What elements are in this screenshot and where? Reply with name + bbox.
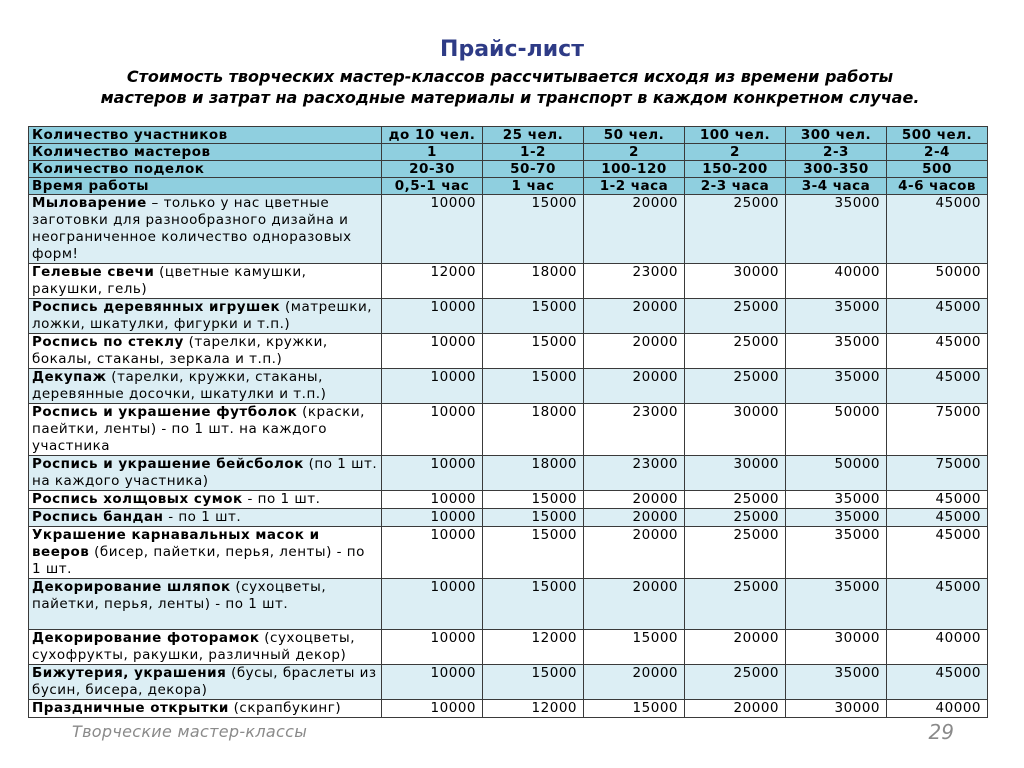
- workshop-name: Декорирование фоторамок: [32, 630, 260, 646]
- price-cell: 15000: [584, 700, 685, 718]
- workshop-cell: [29, 579, 382, 630]
- header-value: 1-2: [483, 144, 584, 161]
- header-value: 500 чел.: [887, 127, 988, 144]
- price-cell: 20000: [584, 665, 685, 700]
- price-cell: 45000: [887, 579, 988, 630]
- workshop-cell: [29, 700, 382, 718]
- price-cell: 20000: [584, 195, 685, 264]
- price-cell: 10000: [382, 404, 483, 456]
- header-value: 2: [584, 144, 685, 161]
- price-cell: 20000: [685, 630, 786, 665]
- price-cell: 45000: [887, 509, 988, 527]
- price-cell: 75000: [887, 456, 988, 491]
- workshop-description: - по 1 шт.: [163, 509, 242, 525]
- header-value: 1-2 часа: [584, 178, 685, 195]
- workshop-name: Роспись холщовых сумок: [32, 491, 243, 507]
- price-cell: 35000: [786, 527, 887, 579]
- price-cell: 15000: [483, 579, 584, 630]
- price-cell: 15000: [483, 334, 584, 369]
- workshop-description: (скрапбукинг): [228, 700, 342, 716]
- price-cell: 45000: [887, 527, 988, 579]
- price-cell: 30000: [685, 264, 786, 299]
- price-cell: 10000: [382, 334, 483, 369]
- price-cell: 75000: [887, 404, 988, 456]
- price-cell: 20000: [584, 369, 685, 404]
- workshop-name: Декорирование шляпок: [32, 579, 231, 595]
- header-value: 25 чел.: [483, 127, 584, 144]
- workshop-description: (по 1 шт. на каждого участника): [32, 456, 378, 489]
- header-value: 50 чел.: [584, 127, 685, 144]
- header-value: 20-30: [382, 161, 483, 178]
- workshop-description: (бусы, браслеты из бусин, бисера, декора): [32, 665, 377, 698]
- workshop-description: (матрешки, ложки, шкатулки, фигурки и т.п.): [32, 299, 373, 332]
- workshop-cell: [29, 509, 382, 527]
- price-cell: 10000: [382, 700, 483, 718]
- price-cell: 15000: [483, 527, 584, 579]
- workshop-description: (сухоцветы, сухофрукты, ракушки, различный декор): [32, 630, 355, 663]
- price-cell: 23000: [584, 456, 685, 491]
- header-value: 2-3 часа: [685, 178, 786, 195]
- workshop-name: Бижутерия, украшения: [32, 665, 227, 681]
- header-value: 1 час: [483, 178, 584, 195]
- price-cell: 20000: [584, 509, 685, 527]
- table-row: [29, 630, 988, 665]
- workshop-cell: [29, 404, 382, 456]
- price-cell: 35000: [786, 369, 887, 404]
- header-value: 500: [887, 161, 988, 178]
- price-cell: 15000: [483, 509, 584, 527]
- price-cell: 10000: [382, 630, 483, 665]
- header-value: 2-4: [887, 144, 988, 161]
- price-cell: 25000: [685, 579, 786, 630]
- price-cell: 45000: [887, 369, 988, 404]
- price-cell: 15000: [483, 195, 584, 264]
- workshop-description: - по 1 шт.: [242, 491, 321, 507]
- price-cell: 15000: [483, 299, 584, 334]
- price-cell: 35000: [786, 334, 887, 369]
- price-cell: 20000: [685, 700, 786, 718]
- price-cell: 35000: [786, 509, 887, 527]
- workshop-name: Роспись и украшение футболок: [32, 404, 298, 420]
- workshop-description: (тарелки, кружки, стаканы, деревянные досочки, шкатулки и т.п.): [32, 369, 327, 402]
- table-row: [29, 665, 988, 700]
- price-cell: 10000: [382, 527, 483, 579]
- workshop-description: – только у нас цветные заготовки для разнообразного дизайна и неограниченное количество одноразовых форм!: [32, 195, 352, 262]
- price-cell: 25000: [685, 527, 786, 579]
- price-cell: 50000: [786, 456, 887, 491]
- price-cell: 12000: [382, 264, 483, 299]
- price-cell: 40000: [887, 630, 988, 665]
- price-cell: 20000: [584, 299, 685, 334]
- price-cell: 25000: [685, 299, 786, 334]
- header-value: 4-6 часов: [887, 178, 988, 195]
- header-value: 50-70: [483, 161, 584, 178]
- subtitle-line-2: мастеров и затрат на расходные материалы и транспорт в каждом конкретном случае.: [100, 88, 920, 107]
- header-value: до 10 чел.: [382, 127, 483, 144]
- table-row: [29, 369, 988, 404]
- header-value: 300 чел.: [786, 127, 887, 144]
- price-cell: 35000: [786, 665, 887, 700]
- price-cell: 18000: [483, 404, 584, 456]
- table-row: [29, 195, 988, 264]
- price-cell: 23000: [584, 264, 685, 299]
- price-cell: 15000: [483, 369, 584, 404]
- price-cell: 45000: [887, 334, 988, 369]
- price-cell: 45000: [887, 491, 988, 509]
- price-cell: 20000: [584, 527, 685, 579]
- price-cell: 35000: [786, 195, 887, 264]
- workshop-description: (тарелки, кружки, бокалы, стаканы, зеркала и т.п.): [32, 334, 328, 367]
- price-table: [28, 126, 988, 718]
- table-row: [29, 456, 988, 491]
- price-cell: 40000: [786, 264, 887, 299]
- header-label: Количество участников: [29, 127, 382, 144]
- price-cell: 23000: [584, 404, 685, 456]
- price-cell: 25000: [685, 195, 786, 264]
- workshop-name: Роспись по стеклу: [32, 334, 184, 350]
- table-row: [29, 579, 988, 630]
- workshop-description: (бисер, пайетки, перья, ленты) - по 1 шт.: [32, 544, 365, 577]
- price-cell: 15000: [483, 665, 584, 700]
- price-cell: 12000: [483, 700, 584, 718]
- table-row: [29, 404, 988, 456]
- table-row: [29, 509, 988, 527]
- price-cell: 50000: [887, 264, 988, 299]
- header-value: 300-350: [786, 161, 887, 178]
- price-cell: 10000: [382, 491, 483, 509]
- price-cell: 40000: [887, 700, 988, 718]
- price-cell: 18000: [483, 264, 584, 299]
- header-value: 2: [685, 144, 786, 161]
- workshop-name: Декупаж: [32, 369, 107, 385]
- table-row: [29, 264, 988, 299]
- price-cell: 35000: [786, 579, 887, 630]
- workshop-cell: [29, 630, 382, 665]
- price-cell: 10000: [382, 299, 483, 334]
- workshop-cell: [29, 491, 382, 509]
- price-cell: 25000: [685, 334, 786, 369]
- price-cell: 20000: [584, 491, 685, 509]
- workshop-description: (краски, паейтки, ленты) - по 1 шт. на каждого участника: [32, 404, 365, 454]
- price-cell: 30000: [685, 456, 786, 491]
- workshop-cell: [29, 195, 382, 264]
- workshop-cell: [29, 527, 382, 579]
- price-cell: 15000: [584, 630, 685, 665]
- page-number: 29: [928, 720, 954, 744]
- header-value: 0,5-1 час: [382, 178, 483, 195]
- header-value: 1: [382, 144, 483, 161]
- price-cell: 18000: [483, 456, 584, 491]
- price-cell: 25000: [685, 369, 786, 404]
- subtitle: [60, 66, 960, 108]
- price-cell: 45000: [887, 665, 988, 700]
- workshop-name: Мыловарение: [32, 195, 147, 211]
- workshop-description: (сухоцветы, пайетки, перья, ленты) - по 1 шт.: [32, 579, 327, 612]
- price-cell: 15000: [483, 491, 584, 509]
- table-row: [29, 299, 988, 334]
- price-cell: 25000: [685, 509, 786, 527]
- price-cell: 45000: [887, 195, 988, 264]
- table-row: [29, 527, 988, 579]
- price-cell: 25000: [685, 665, 786, 700]
- price-cell: 10000: [382, 195, 483, 264]
- table-row: [29, 334, 988, 369]
- workshop-cell: [29, 369, 382, 404]
- page-title: Прайс-лист: [440, 37, 584, 62]
- workshop-cell: [29, 264, 382, 299]
- price-cell: 10000: [382, 369, 483, 404]
- header-value: 100 чел.: [685, 127, 786, 144]
- workshop-cell: [29, 665, 382, 700]
- workshop-name: Роспись и украшение бейсболок: [32, 456, 304, 472]
- workshop-name: Украшение карнавальных масок и вееров: [32, 527, 320, 560]
- workshop-description: (цветные камушки, ракушки, гель): [32, 264, 307, 297]
- price-cell: 25000: [685, 491, 786, 509]
- price-cell: 35000: [786, 299, 887, 334]
- header-label: Количество мастеров: [29, 144, 382, 161]
- subtitle-line-1: Стоимость творческих мастер-классов рассчитывается исходя из времени работы: [126, 67, 894, 86]
- header-value: 100-120: [584, 161, 685, 178]
- header-row: [29, 161, 988, 178]
- price-cell: 10000: [382, 579, 483, 630]
- price-cell: 10000: [382, 665, 483, 700]
- price-cell: 30000: [685, 404, 786, 456]
- header-value: 2-3: [786, 144, 887, 161]
- workshop-name: Роспись деревянных игрушек: [32, 299, 281, 315]
- header-row: [29, 178, 988, 195]
- header-label: Количество поделок: [29, 161, 382, 178]
- header-label: Время работы: [29, 178, 382, 195]
- workshop-name: Гелевые свечи: [32, 264, 155, 280]
- header-row: [29, 127, 988, 144]
- price-cell: 30000: [786, 630, 887, 665]
- footer-caption: Творческие мастер-классы: [72, 722, 308, 741]
- header-value: 150-200: [685, 161, 786, 178]
- price-cell: 35000: [786, 491, 887, 509]
- price-cell: 10000: [382, 509, 483, 527]
- price-cell: 12000: [483, 630, 584, 665]
- price-cell: 10000: [382, 456, 483, 491]
- header-row: [29, 144, 988, 161]
- price-cell: 20000: [584, 579, 685, 630]
- price-cell: 30000: [786, 700, 887, 718]
- workshop-cell: [29, 334, 382, 369]
- price-cell: 50000: [786, 404, 887, 456]
- price-cell: 45000: [887, 299, 988, 334]
- workshop-cell: [29, 299, 382, 334]
- header-value: 3-4 часа: [786, 178, 887, 195]
- table-row: [29, 491, 988, 509]
- workshop-name: Роспись бандан: [32, 509, 164, 525]
- workshop-cell: [29, 456, 382, 491]
- workshop-name: Праздничные открытки: [32, 700, 229, 716]
- price-cell: 20000: [584, 334, 685, 369]
- table-row: [29, 700, 988, 718]
